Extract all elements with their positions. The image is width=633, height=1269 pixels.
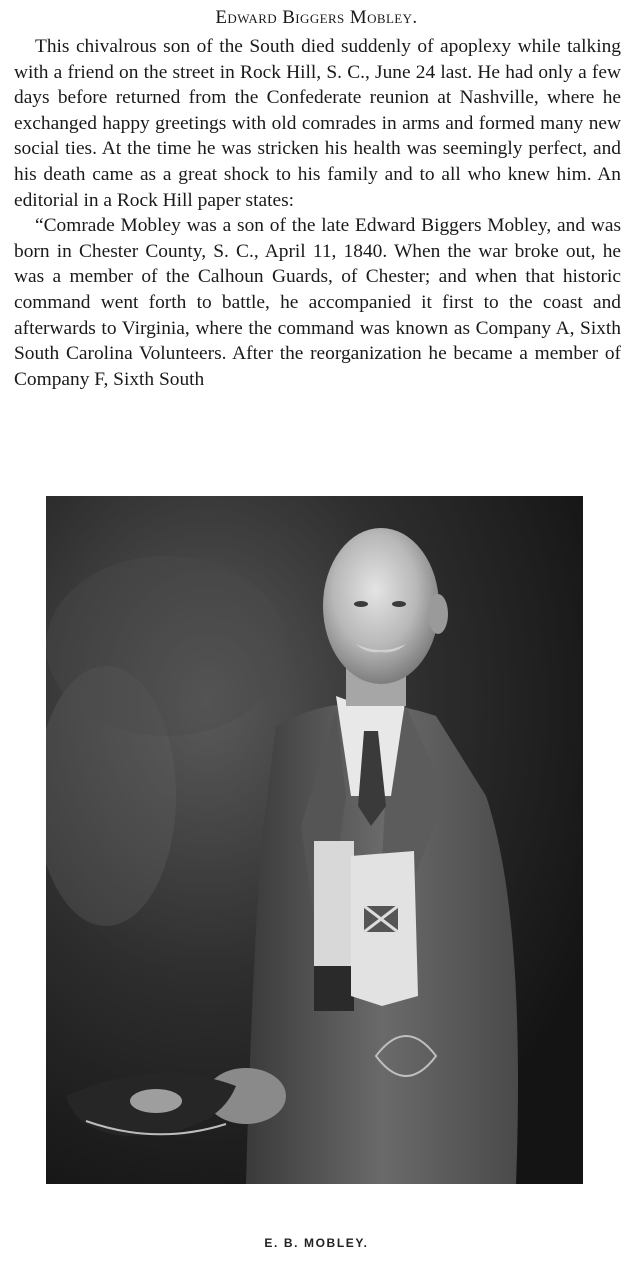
paragraph-2: “Comrade Mobley was a son of the late Edward Biggers Mobley, and was born in Chester County, S. C., April 11, 1840. When the war broke out, he was a member of the Calhoun Guards, of Chester; and when that historic command went forth to battle, he accompanied it first to the coast and afterwards to Virginia, where the command was known as Company A, Sixth South Carolina Volunteers. After the reorganization he became a member of Company F, Sixth South <box>14 215 621 390</box>
photo-caption: E. B. MOBLEY. <box>264 1236 369 1250</box>
paragraph-1: This chivalrous son of the South died suddenly of apoplexy while talking with a friend on the street in Rock Hill, S. C., June 24 last. He had only a few days before returned from the Confederate reunion at Nashville, where he exchanged happy greetings with old comrades in arms and formed many new social ties. At the time he was stricken his health was seemingly perfect, and his death came as a great shock to his family and to all who knew him. An editorial in a Rock Hill paper states: <box>14 36 621 211</box>
article-body <box>14 34 621 392</box>
article-title: Edward Biggers Mobley. <box>215 7 418 28</box>
portrait-photo <box>46 496 583 1184</box>
